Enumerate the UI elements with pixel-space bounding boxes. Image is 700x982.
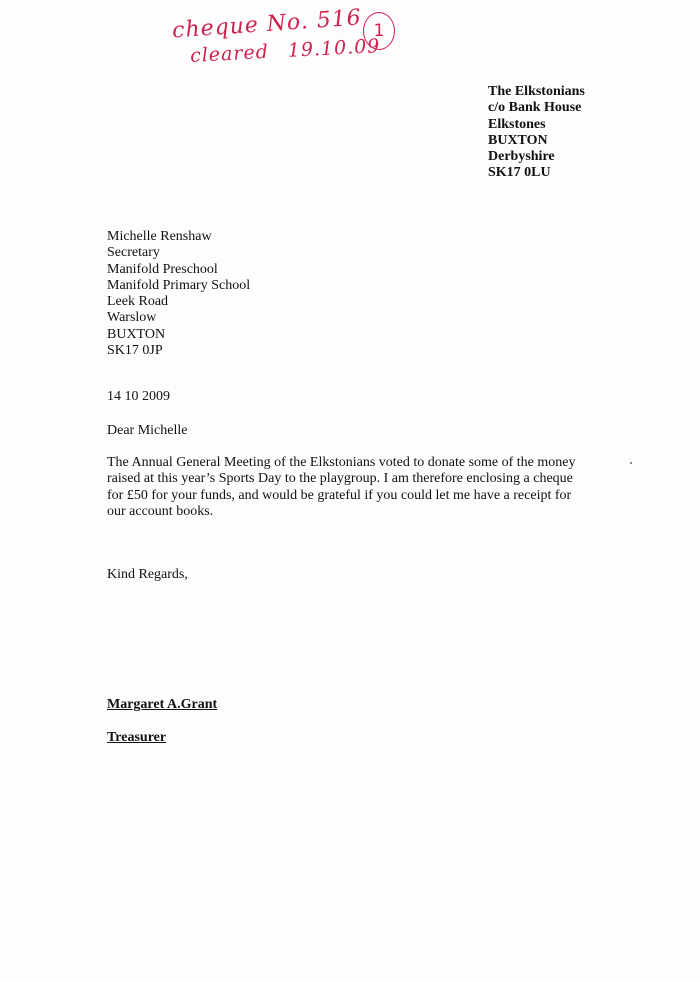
recipient-address — [107, 229, 250, 359]
recipient-line: Manifold Preschool — [107, 261, 218, 277]
letter-body — [107, 455, 576, 520]
salutation: Dear Michelle — [107, 423, 188, 438]
recipient-line: Leek Road — [107, 294, 169, 310]
letter-date: 14 10 2009 — [107, 389, 170, 404]
body-line: for £50 for your funds, and would be grateful if you could let me have a receipt for — [107, 487, 572, 503]
sender-line: SK17 0LU — [488, 165, 551, 181]
recipient-line: Michelle Renshaw — [107, 229, 212, 244]
sender-line: Elkstones — [488, 116, 546, 132]
sender-line: Derbyshire — [488, 149, 555, 165]
closing: Kind Regards, — [107, 567, 188, 582]
signer-name: Margaret A.Grant — [107, 697, 218, 712]
cleared-date: 19.10.09 — [287, 35, 381, 62]
body-line: The Annual General Meeting of the Elkstonians voted to donate some of the money — [107, 455, 576, 470]
body-line: raised at this year’s Sports Day to the playgroup. I am therefore enclosing a cheque — [107, 471, 573, 487]
sender-address — [488, 84, 585, 182]
recipient-line: Warslow — [107, 310, 157, 326]
signer-role: Treasurer — [107, 730, 167, 745]
sender-line: c/o Bank House — [488, 100, 582, 116]
cleared-word: cleared — [189, 40, 270, 67]
sender-line: The Elkstonians — [488, 84, 585, 99]
recipient-line: BUXTON — [107, 326, 166, 342]
recipient-line: SK17 0JP — [107, 343, 163, 359]
body-line: our account books. — [107, 503, 214, 519]
recipient-line: Manifold Primary School — [107, 277, 251, 293]
recipient-line: Secretary — [107, 245, 160, 261]
scan-speck — [630, 462, 632, 464]
circled-page-number: 1 — [363, 12, 395, 50]
handwritten-cheque-note: cheque No. 516 — [171, 5, 363, 44]
sender-line: BUXTON — [488, 132, 548, 148]
